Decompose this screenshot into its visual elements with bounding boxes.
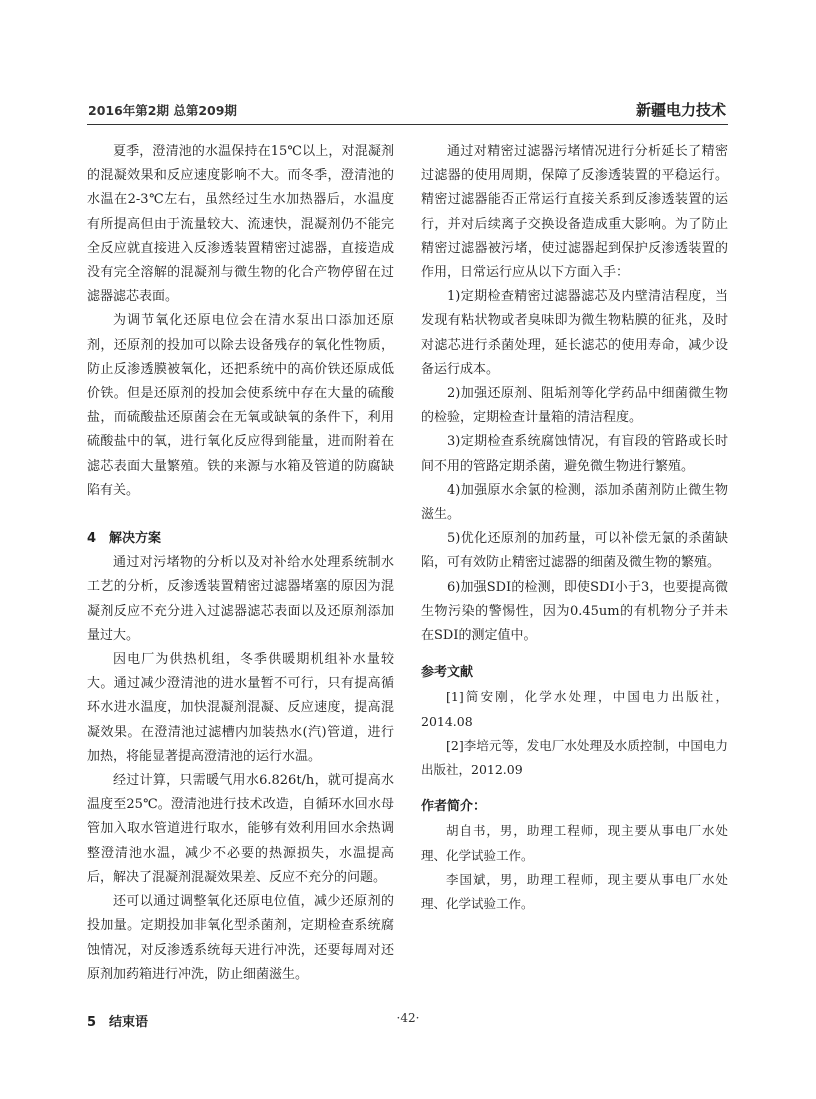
paragraph: 夏季，澄清池的水温保持在15℃以上，对混凝剂的混凝效果和反应速度影响不大。而冬季，澄清池的水温在2-3℃左右，虽然经过生水加热器后，水温度有所提高但由于流量较大、流速快，混凝剂仍不能完全反应就直接进入反渗透装置精密过滤器，直接造成没有完全溶解的混凝剂与微生物的化合产物停留在过滤器滤芯表面。 [87,144,394,305]
list-item: 3)定期检查系统腐蚀情况，有盲段的管路或长时间不用的管路定期杀菌，避免微生物进行繁殖。 [421,434,728,474]
left-column [87,140,394,1035]
issue-info: 2016年第2期 总第209期 [88,103,237,118]
list-item: 6)加强SDI的检测，即使SDI小于3，也要提高微生物污染的警惕性，因为0.45um的有机物分子并未在SDI的测定值中。 [421,579,728,644]
paragraph: 通过对污堵物的分析以及对补给水处理系统制水工艺的分析，反渗透装置精密过滤器堵塞的原因为混凝剂反应不充分进入过滤器滤芯表面以及还原剂添加量过大。 [87,555,394,643]
paragraph: 为调节氧化还原电位会在清水泵出口添加还原剂，还原剂的投加可以除去设备残存的氧化性物质，防止反渗透膜被氧化，还把系统中的高价铁还原成低价铁。但是还原剂的投加会使系统中存在大量的硫酸盐，而硫酸盐还原菌会在无氧或缺氧的条件下，利用硫酸盐中的氧，进行氧化反应得到能量，进而附着在滤芯表面大量繁殖。铁的来源与水箱及管道的防腐缺陷有关。 [87,313,394,498]
right-column [421,140,728,916]
author-bio: 胡自书，男，助理工程师，现主要从事电厂水处理、化学试验工作。 [421,823,728,863]
section-heading-4: 4 解决方案 [87,531,162,547]
reference-item: [1]简安刚，化学水处理，中国电力出版社，2014.08 [421,689,728,729]
paragraph: 经过计算，只需暖气用水6.826t/h，就可提高水温度至25℃。澄清池进行技术改造，自循环水回水母管加入取水管道进行取水，能够有效利用回水余热调整澄清池水温，减少不必要的热源损失，水温提高后，解决了混凝剂混凝效果差、反应不充分的问题。 [87,773,394,885]
journal-title: 新疆电力技术 [635,101,726,119]
list-item: 5)优化还原剂的加药量，可以补偿无氯的杀菌缺陷，可有效防止精密过滤器的细菌及微生物的繁殖。 [421,531,728,571]
reference-item: [2]李培元等，发电厂水处理及水质控制，中国电力出版社，2012.09 [421,737,728,778]
list-item: 2)加强还原剂、阻垢剂等化学药品中细菌微生物的检验，定期检查计量箱的清洁程度。 [421,386,728,426]
references-heading: 参考文献 [421,665,474,681]
paragraph: 因电厂为供热机组，冬季供暖期机组补水量较大。通过减少澄清池的进水量暂不可行，只有提高循环水进水温度，加快混凝剂混凝、反应速度，提高混凝效果。在澄清池过滤槽内加装热水(汽)管道，进行加热，将能显著提高澄清池的运行水温。 [87,652,394,764]
paragraph: 通过对精密过滤器污堵情况进行分析延长了精密过滤器的使用周期，保障了反渗透装置的平稳运行。精密过滤器能否正常运行直接关系到反渗透装置的运行，并对后续离子交换设备造成重大影响。为了防止精密过滤器被污堵，使过滤器起到保护反渗透装置的作用，日常运行应从以下方面入手： [421,144,728,281]
authors-list [421,819,728,916]
header-rule [87,124,728,125]
list-item: 1)定期检查精密过滤器滤芯及内壁清洁程度，当发现有粘状物或者臭味即为微生物粘膜的征兆，及时对滤芯进行杀菌处理，延长滤芯的使用寿命，减少设备运行成本。 [421,289,728,377]
page-number: ·42· [396,1011,420,1025]
references-list [421,685,728,782]
section-heading-5: 5 结束语 [87,1014,149,1030]
authors-heading: 作者简介： [421,799,487,815]
author-bio: 李国斌，男，助理工程师，现主要从事电厂水处理、化学试验工作。 [421,871,728,912]
paragraph: 还可以通过调整氧化还原电位值，减少还原剂的投加量。定期投加非氧化型杀菌剂，定期检查系统腐蚀情况，对反渗透系统每天进行冲洗，还要每周对还原剂加药箱进行冲洗，防止细菌滋生。 [87,894,394,982]
list-item: 4)加强原水余氯的检测，添加杀菌剂防止微生物滋生。 [421,482,728,523]
